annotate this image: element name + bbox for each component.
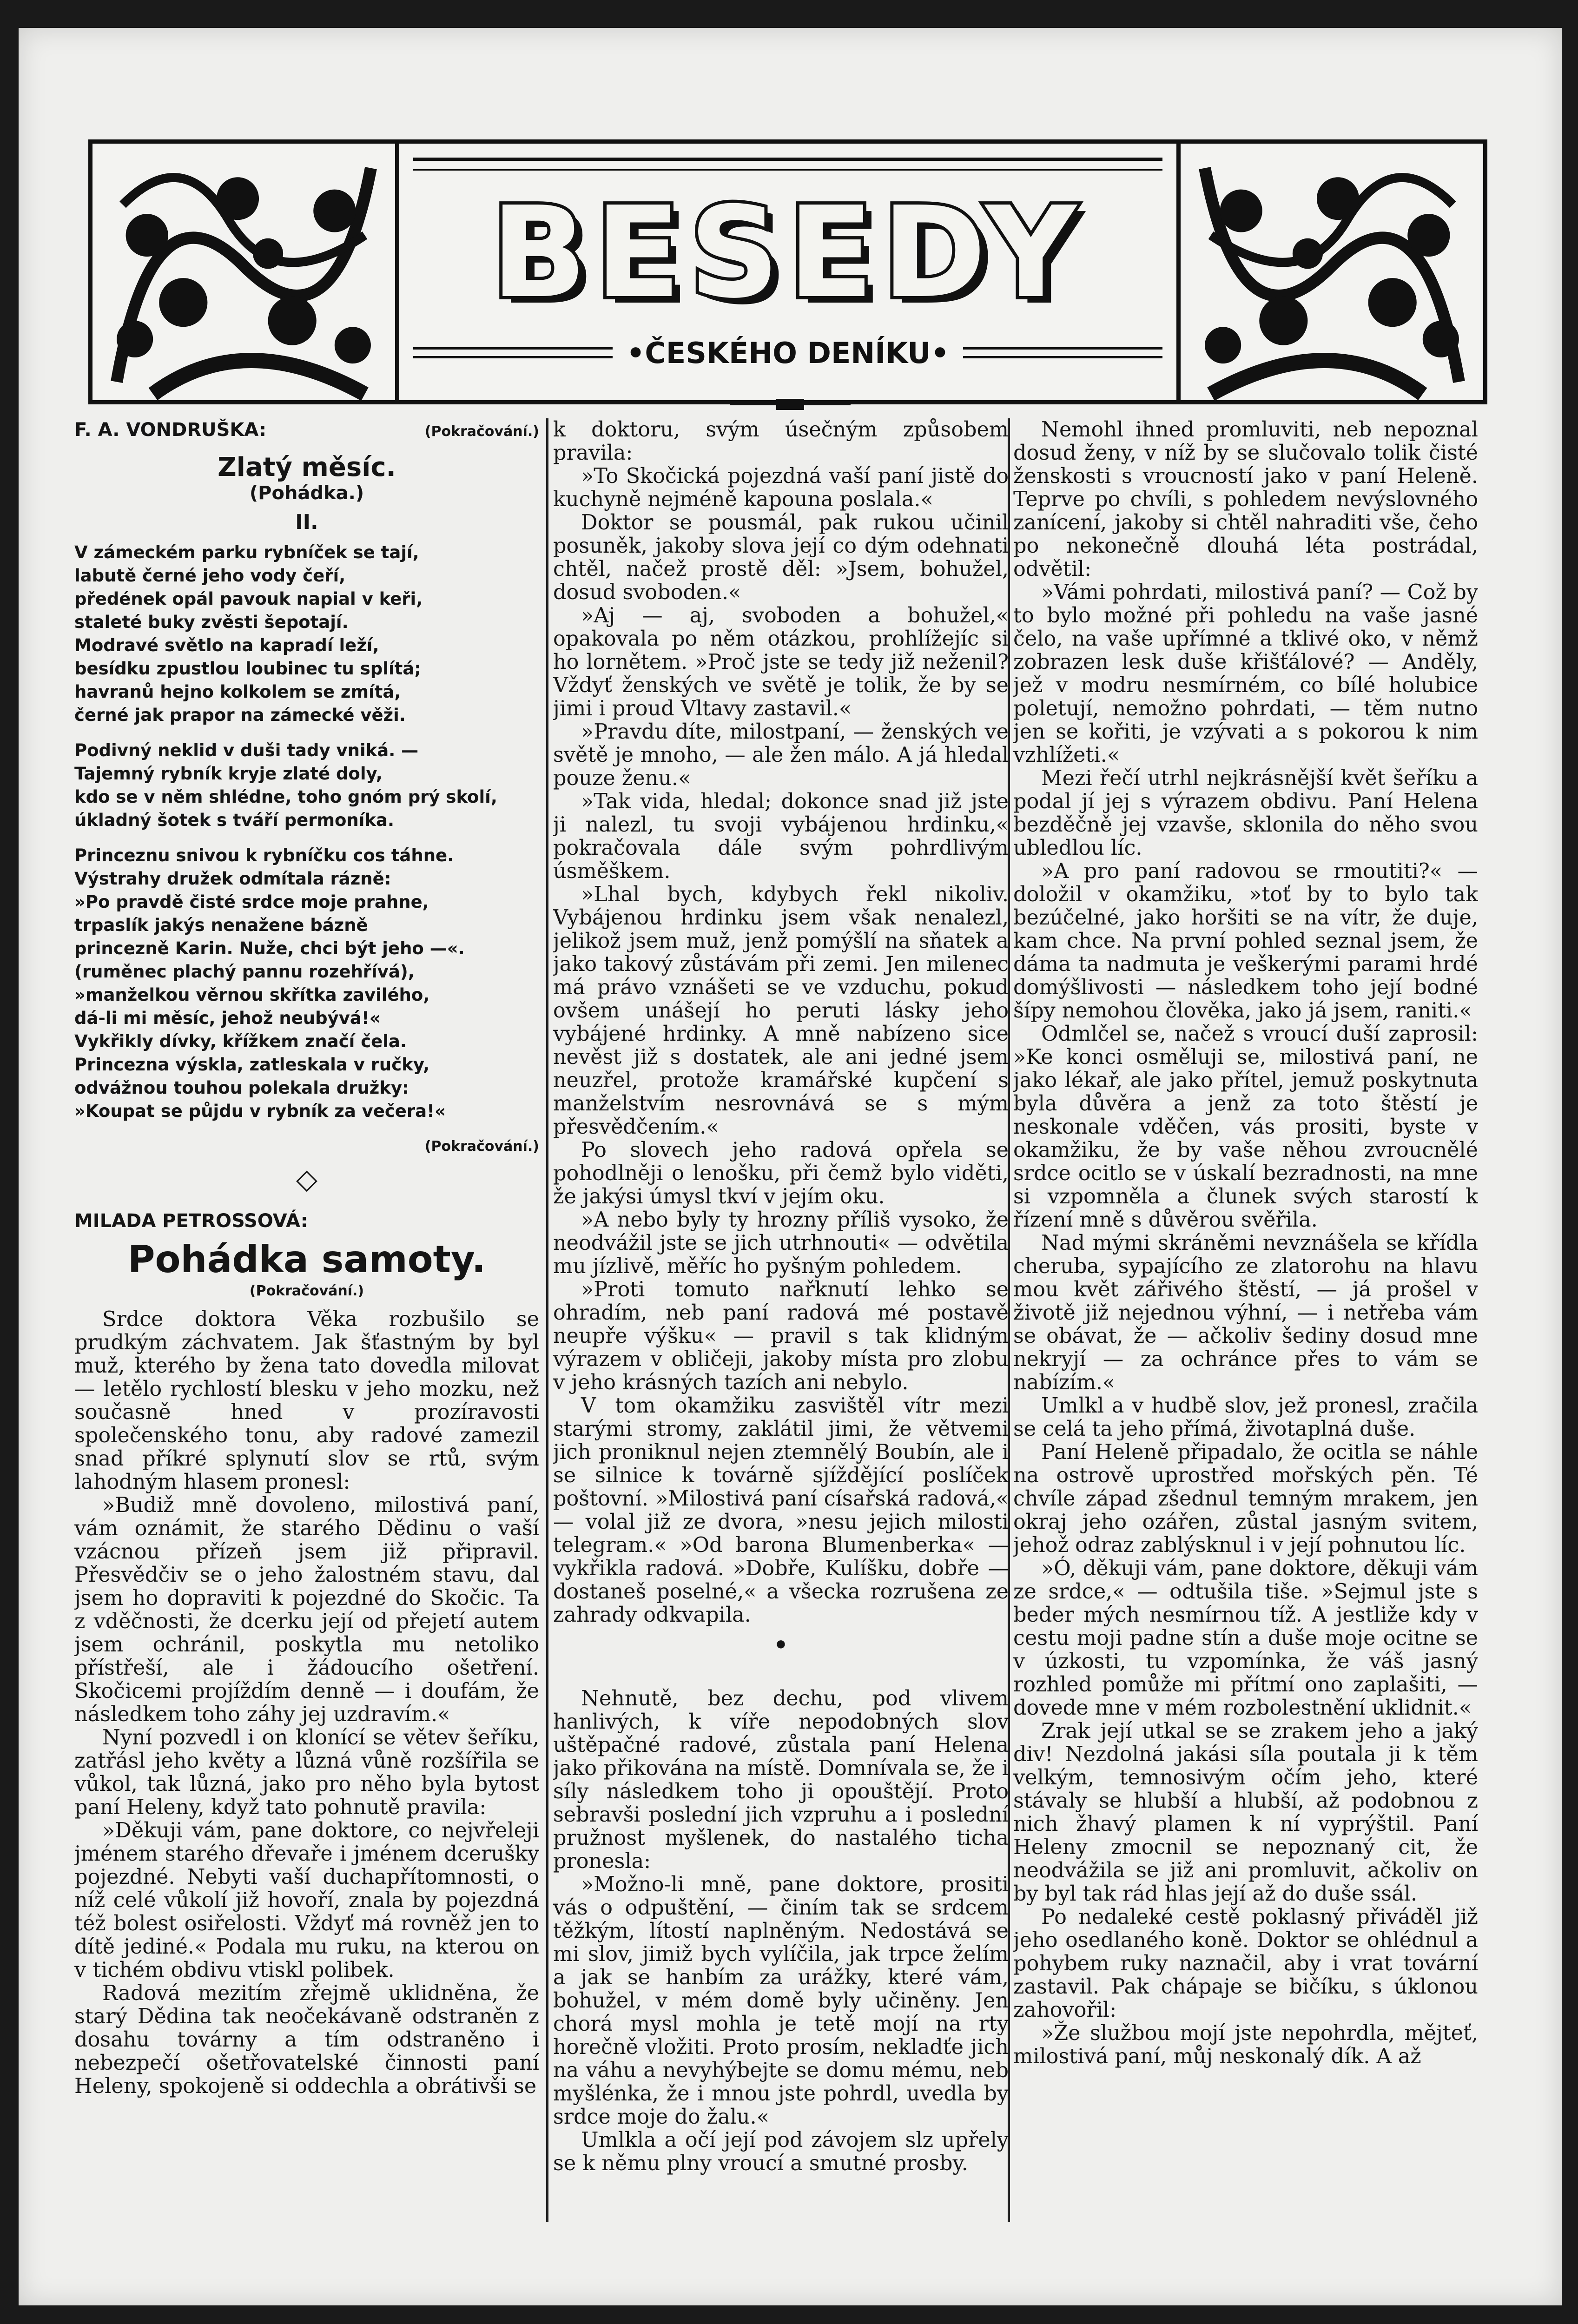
paragraph: »Děkuji vám, pane doktore, co nejvřeleji jménem starého dřevaře i jménem dcerušky pojezdné. Nebyti vaší duchapřítomnosti, o níž celé vůkolí již hovoří, znala by pojezdná též bolest osiřelosti. Vždyť má rovněž jen to dítě jediné.« Podala mu ruku, na kterou on v tichém obdivu vtiskl polibek. xyxy=(74,1819,539,1982)
ornament-left-icon xyxy=(92,144,399,400)
paragraph: Po slovech jeho radová opřela se pohodlněji o lenošku, při čemž bylo viděti, že jakýsi úmysl tkví v jejím oku. xyxy=(553,1138,1009,1208)
poem-line: havranů hejno kolkolem se zmítá, xyxy=(74,682,401,702)
newspaper-page xyxy=(19,28,1562,2305)
story-text-col2 xyxy=(553,418,1009,1627)
paragraph: Nemohl ihned promluviti, neb nepoznal dosud ženy, v níž by se slučovalo tolik čisté ženskosti s vroucností jako v paní Heleně. Teprve po chvíli, s pohledem nevýslovného zanícení, jakoby si chtěl nahraditi vše, čeho po nekonečně dlouhá léta postrádal, odvětil: xyxy=(1013,418,1478,581)
paragraph: Zrak její utkal se se zrakem jeho a jaký div! Nezdolná jakási síla poutala ji k těm velkým, temnosivým očím jeho, které stávaly se hlubší a hlubší, až podobnou z nich žhavý plamen k ní vyprýštil. Paní Heleny zmocnil se nepoznaný cit, že neodvážila se již ani promluvit, ačkoliv on by byl tak rád hlas její až do duše ssál. xyxy=(1013,1719,1478,1906)
poem-line: princezně Karin. Nuže, chci být jeho —«. xyxy=(74,938,465,958)
paragraph: Umlkla a očí její pod závojem slz upřely se k němu plny vroucí a smutné prosby. xyxy=(553,2128,1009,2175)
paragraph: »Možno-li mně, pane doktore, prositi vás o odpuštění, — činím tak se srdcem těžkým, lítostí naplněným. Nedostává se mi slov, jimiž bych vylíčila, jak trpce želím a jak se hanbím za urážky, které vám, bohužel, v mém domě byly učiněny. Jen chorá mysl mohla je tetě mojí na rty horečně vložiti. Proto prosím, nekladťe jich na váhu a nevyhýbejte se domu mému, neb myšlénka, že i mnou jste pohrdl, uvedla by srdce moje do žalu.« xyxy=(553,1873,1009,2129)
paragraph: k doktoru, svým úsečným způsobem pravila: xyxy=(553,418,1009,465)
poem-line: dá-li mi měsíc, jehož neubývá!« xyxy=(74,1008,381,1028)
poem-line: Princezna výskla, zatleskala v ručky, xyxy=(74,1055,430,1075)
paragraph: Nad mými skráněmi nevznášela se křídla cheruba, sypajícího ze zlatorohu na hlavu mou květ zářivého štěstí, — já prošel v životě již nejednou výhní, — i netřeba vám se obávat, že — ačkoliv šediny dosud mne nekryjí — za ochránce přes to vám se nabízím.« xyxy=(1013,1231,1478,1394)
scene-separator: • xyxy=(772,1629,789,1662)
masthead-subtitle-row xyxy=(413,334,1162,371)
paragraph: Umlkl a v hudbě slov, jež pronesl, zračila se celá ta jeho přímá, životaplná duše. xyxy=(1013,1394,1478,1441)
poem-line: V zámeckém parku rybníček se tají, xyxy=(74,542,419,562)
poem-line: Tajemný rybník kryje zlaté doly, xyxy=(74,764,383,784)
paragraph: Doktor se pousmál, pak rukou učinil posuněk, jakoby slova její co dým odehnati chtěl, načež prostě děl: »Jsem, bohužel, dosud svoboden.« xyxy=(553,511,1009,604)
story-byline xyxy=(74,1209,539,1233)
poem-stanza xyxy=(74,739,539,832)
paragraph: Srdce doktora Věka rozbušilo se prudkým záchvatem. Jak šťastným by byl muž, kterého by žena tato dovedla milovat — letělo rychlostí blesku v jeho mozku, než současně hned v prozíravosti společenského tonu, aby radové zamezil snad příkré splynutí slov se rtů, svým lahodným hlasem pronesl: xyxy=(74,1307,539,1494)
poem-line: Podivný neklid v duši tady vniká. — xyxy=(74,740,419,760)
paragraph: »Proti tomuto nařknutí lehko se ohradím, neb paní radová mé postavě neupře výšku« — pravil s tak klidným výrazem v obličeji, jakoby místa pro zlobu v jeho krásných tazích ani nebylo. xyxy=(553,1278,1009,1394)
poem-line: trpaslík jakýs nenažene bázně xyxy=(74,915,368,935)
poem-line: »Koupat se půjdu v rybník za večera!« xyxy=(74,1101,446,1121)
poem-part: II. xyxy=(295,510,318,534)
paragraph: »Ó, děkuji vám, pane doktore, děkuji vám ze srdce,« — odtušila tiše. »Sejmul jste s beder mých nesmírnou tíž. A jestliže kdy v cestu moji padne stín a duše moje ocitne se v úzkosti, tu vzpomínka, že váš jasný rozhled pomůže mi přítmí ono zaplašiti, — dovede mne v mém rozbolestnění uklidnit.« xyxy=(1013,1557,1478,1720)
poem-line: úkladný šotek s tváří permoníka. xyxy=(74,810,395,830)
poem-end-continued: (Pokračování.) xyxy=(424,1138,539,1155)
poem-line: Vykřikly dívky, křížkem značí čela. xyxy=(74,1031,407,1051)
column-rule-1 xyxy=(546,418,548,2222)
column-1 xyxy=(74,418,539,2222)
paragraph: »Že službou mojí jste nepohrdla, mějteť, milostivá paní, můj neskonalý dík. A až xyxy=(1013,2021,1478,2068)
masthead-top-rule xyxy=(413,158,1162,171)
poem-line: černé jak prapor na zámecké věži. xyxy=(74,705,406,725)
poem-line: staleté buky zvěsti šepotají. xyxy=(74,612,349,632)
paragraph: »Lhal bych, kdybych řekl nikoliv. Vybájenou hrdinku jsem však nenalezl, jelikož jsem muž, jenž pomýšlí na sňatek a jako takový zůstávám při zemi. Jen milenec má právo vznášeti se ve vzduchu, pokud ovšem unášejí ho peruti lásky jeho vybájené hrdinky. A mně nabízeno sice nevěst již s dostatek, ale ani jedné jsem neuzřel, protože kramářské kupčení s manželstvím nesrovnává se s mým přesvědčením.« xyxy=(553,883,1009,1139)
story-text-col1 xyxy=(74,1308,539,2098)
masthead-subtitle: •ČESKÉHO DENÍKU• xyxy=(626,336,950,370)
section-separator-icon: ◇ xyxy=(296,1163,318,1195)
paragraph: Mezi řečí utrhl nejkrásnější květ šeříku a podal jí jej s výrazem obdivu. Paní Helena bezděčně jej vzavše, sklonila do něho svou ubledlou líc. xyxy=(1013,766,1478,860)
double-rule-right xyxy=(963,347,1162,358)
poem-stanza xyxy=(74,541,539,727)
poem-stanza xyxy=(74,844,539,1123)
story-continued: (Pokračování.) xyxy=(249,1283,364,1299)
poem-continued: (Pokračování.) xyxy=(424,423,539,440)
story-text-col2-after xyxy=(553,1687,1009,2175)
story-text-col3 xyxy=(1013,418,1478,2068)
paragraph: »Tak vida, hledal; dokonce snad již jste ji nalezl, tu svoji vybájenou hrdinku,« pokračovala dále svým pohrdlivým úsměškem. xyxy=(553,790,1009,883)
paragraph: Odmlčel se, načež s vroucí duší zaprosil: »Ke konci osměluji se, milostivá paní, ne jako lékař, ale jako přítel, jemuž poskytnuta byla důvěra a jenž za toto štěstí je neskonale vděčen, vás prositi, byste v okamžiku, že by vaše něhou zvroucnělé srdce ocitlo se v úskalí bezradnosti, na mne si vzpomněla a člunek svých starostí k řízení mně s důvěrou svěřila. xyxy=(1013,1022,1478,1232)
poem-line: labutě černé jeho vody čeří, xyxy=(74,566,346,586)
poem-subtitle: (Pohádka.) xyxy=(249,482,364,504)
paragraph: »Pravdu díte, milostpaní, — ženských ve světě je mnoho, — ale žen málo. A já hledal pouze ženu.« xyxy=(553,720,1009,790)
paragraph: V tom okamžiku zasvištěl vítr mezi starými stromy, zaklátil jimi, že větvemi jich proniknul nejen ztemnělý Boubín, ale i se silnice k továrně sjíždějící poslíček poštovní. »Milostivá paní císařská radová,« — volal již ze dvora, »nesu jejich milosti telegram.« »Od barona Blumenberka« — vykřikla radová. »Dobře, Kulíšku, dobře — dostaneš poselné,« a všecka rozrušena ze zahrady odkvapila. xyxy=(553,1394,1009,1627)
poem-byline xyxy=(74,418,539,443)
paragraph: »A nebo byly ty hrozny příliš vysoko, že neodvážil jste se jich utrhnouti« — odvětila mu jízlivě, měříc ho pyšným pohledem. xyxy=(553,1208,1009,1278)
double-rule-left xyxy=(413,347,613,358)
paragraph: Po nedaleké cestě poklasný přiváděl již jeho osedlaného koně. Doktor se ohlédnul a pohybem ruky naznačil, aby i vrat tovární zastavil. Pak chápaje se bičíku, s úklonou zahovořil: xyxy=(1013,1905,1478,2022)
paragraph: Nehnutě, bez dechu, pod vlivem hanlivých, k víře nepodobných slov uštěpačné radové, zůstala paní Helena jako přikována na místě. Domnívala se, že i síly následkem toho ji opouštějí. Proto sebravši poslední jich vzpruhu a i poslední pružnost myšlenek, do nastalého ticha pronesla: xyxy=(553,1687,1009,1873)
paragraph: »To Skočická pojezdná vaší paní jistě do kuchyně nejméně kapouna poslala.« xyxy=(553,464,1009,511)
poem-line: Výstrahy družek odmítala rázně: xyxy=(74,869,391,889)
masthead-flourish-icon xyxy=(730,395,851,414)
poem-line: předének opál pavouk napial v keři, xyxy=(74,589,423,609)
paragraph: »Budiž mně dovoleno, milostivá paní, vám oznámit, že starého Dědinu o vaší vzácnou přízeň jsem již připravil. Přesvědčiv se o jeho žalostném stavu, dal jsem ho dopraviti k pojezdné do Skočic. Ta z vděčnosti, že dcerku její od přejetí autem jsem ochránil, poskytla mu netoliko přístřeší, ale i žádoucího ošetření. Skočicemi projíždím denně — i doufám, že následkem toho záhy jej uzdravím.« xyxy=(74,1493,539,1726)
poem-line: odvážnou touhou polekala družky: xyxy=(74,1078,409,1098)
column-3 xyxy=(1013,418,1478,2222)
masthead-title: BESEDY xyxy=(491,179,1085,326)
masthead xyxy=(88,139,1487,404)
paragraph: Paní Heleně připadalo, že ocitla se náhle na ostrově uprostřed mořských pěn. Té chvíle západ zšednul temným mrakem, jen okraj jeho ozářen, zůstal jasným svitem, jehož odraz zablýsknul i v její pohnutou líc. xyxy=(1013,1440,1478,1557)
paragraph: Radová mezitím zřejmě uklidněna, že starý Dědina tak neočekávaně odstraněn z dosahu továrny a tím odstraněno i nebezpečí ošetřovatelské činnosti paní Heleny, spokojeně si oddechla a obrátivši se xyxy=(74,1981,539,2098)
story-author: MILADA PETROSSOVÁ: xyxy=(74,1210,308,1232)
paragraph: »Vámi pohrdati, milostivá paní? — Což by to bylo možné při pohledu na vaše jasné čelo, na vaše upřímné a tklivé oko, v němž zobrazen lesk duše křišťálové? — Anděly, jež v modru nesmírném, co bílé holubice poletují, nemožno pohrdati, — těm nutno jen se kořiti, je vzývati a s pokorou k nim vzhlížeti.« xyxy=(1013,581,1478,767)
poem-title: Zlatý měsíc. xyxy=(218,452,396,482)
poem-line: Modravé světlo na kapradí leží, xyxy=(74,635,379,655)
poem-line: Princeznu snivou k rybníčku cos táhne. xyxy=(74,845,454,865)
poem-line: »Po pravdě čisté srdce moje prahne, xyxy=(74,892,429,912)
paragraph: Nyní pozvedl i on klonící se větev šeříku, zatřásl jeho květy a lůzná vůně rozšířila se vůkol, tak lůzná, jako pro něho byla bytost paní Heleny, když tato pohnutě pravila: xyxy=(74,1726,539,1819)
poem-author: F. A. VONDRUŠKA: xyxy=(74,419,267,441)
column-2 xyxy=(553,418,1009,2222)
ornament-right-icon xyxy=(1176,144,1483,400)
poem-line: (ruměnec plachý pannu rozehřívá), xyxy=(74,962,415,982)
paragraph: »A pro paní radovou se rmoutiti?« — doložil v okamžiku, »toť by to bylo tak bezúčelné, jako horšiti se na vítr, že duje, kam chce. Na první pohled seznal jsem, že dáma ta nadmuta je veškerými parami hrdé domýšlivosti — následkem toho její bodné šípy nemohou člověka, jako já jsem, raniti.« xyxy=(1013,859,1478,1023)
poem-body xyxy=(74,541,539,1123)
poem-line: besídku zpustlou loubinec tu splítá; xyxy=(74,659,422,679)
story-title: Pohádka samoty. xyxy=(127,1238,486,1281)
poem-line: kdo se v něm shlédne, toho gnóm prý skolí, xyxy=(74,787,497,807)
paragraph: »Aj — aj, svoboden a bohužel,« opakovala po něm otázkou, prohlížejíc si ho lornětem. »Proč jste se tedy již neženil? Vždyť ženských ve světě je tolik, že by se jimi i proud Vltavy zastavil.« xyxy=(553,604,1009,720)
poem-line: »manželkou věrnou skřítka zavilého, xyxy=(74,985,430,1005)
